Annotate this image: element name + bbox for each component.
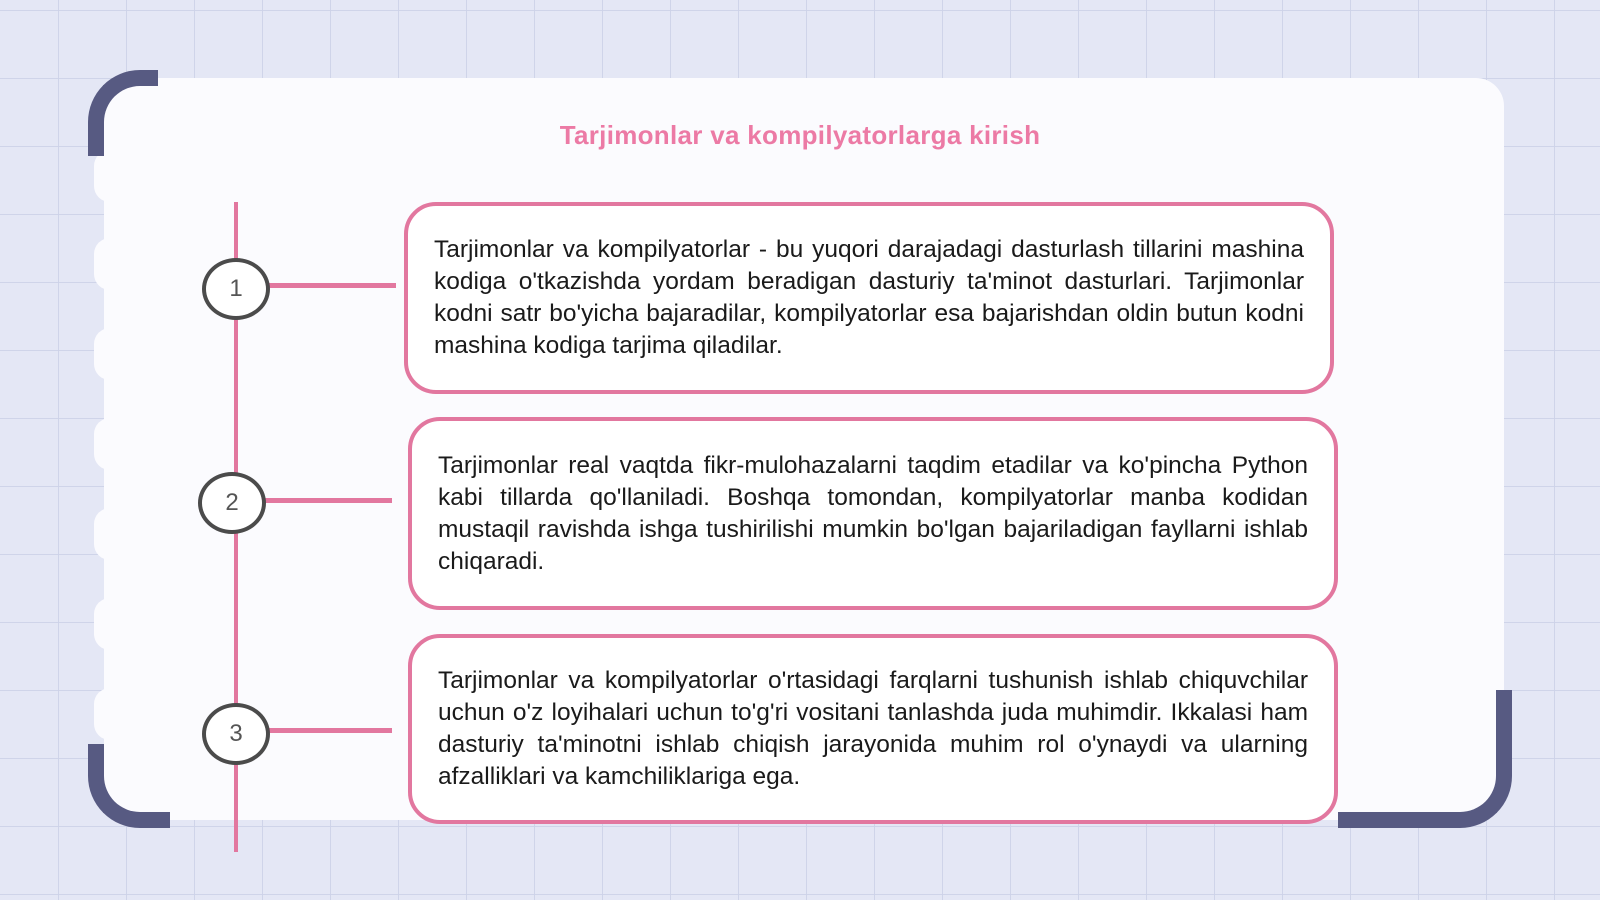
step-box-1 xyxy=(404,202,1334,394)
page-title: Tarjimonlar va kompilyatorlarga kirish xyxy=(559,120,1041,150)
card-scallop xyxy=(94,598,126,650)
frame-corner-bottom-right xyxy=(1338,690,1512,828)
step-number-2: 2 xyxy=(198,472,266,534)
card-scallop xyxy=(94,238,126,290)
card-scallop xyxy=(94,688,126,740)
step-box-2 xyxy=(408,417,1338,610)
timeline-connector-1 xyxy=(266,283,396,288)
step-number-1: 1 xyxy=(202,258,270,320)
frame-corner-bottom-left xyxy=(88,744,170,828)
card-scallop xyxy=(94,508,126,560)
step-box-3 xyxy=(408,634,1338,824)
card-scallop xyxy=(94,418,126,470)
card-scallop xyxy=(94,150,126,202)
timeline-connector-3 xyxy=(266,728,392,733)
step-text-2: Tarjimonlar real vaqtda fikr-mulohazalarni taqdim etadilar va ko'pincha Python kabi tillarda qo'llaniladi. Boshqa tomondan, kompilyatorlar manba kodidan mustaqil ravishda ishga tushirilishi mumkin bo'lgan bajariladigan fayllarni ishlab chiqaradi. xyxy=(438,451,1308,575)
timeline-connector-2 xyxy=(262,498,392,503)
step-text-1: Tarjimonlar va kompilyatorlar - bu yuqori darajadagi dasturlash tillarini mashina kodiga o'tkazishda yordam beradigan dasturiy ta'minot dasturlari. Tarjimonlar kodni satr bo'yicha bajaradilar, kompilyatorlar esa bajarishdan oldin butun kodni mashina kodiga tarjima qiladilar. xyxy=(434,236,1304,359)
step-number-3: 3 xyxy=(202,703,270,765)
card-scallop xyxy=(94,328,126,380)
step-text-3: Tarjimonlar va kompilyatorlar o'rtasidagi farqlarni tushunish ishlab chiquvchilar uchun o'z loyihalari uchun to'g'ri vositani tanlashda juda muhimdir. Ikkalasi ham dasturiy ta'minotni ishlab chiqish jarayonida muhim rol o'ynaydi va ularning afzalliklari va kamchiliklariga ega. xyxy=(438,667,1308,790)
